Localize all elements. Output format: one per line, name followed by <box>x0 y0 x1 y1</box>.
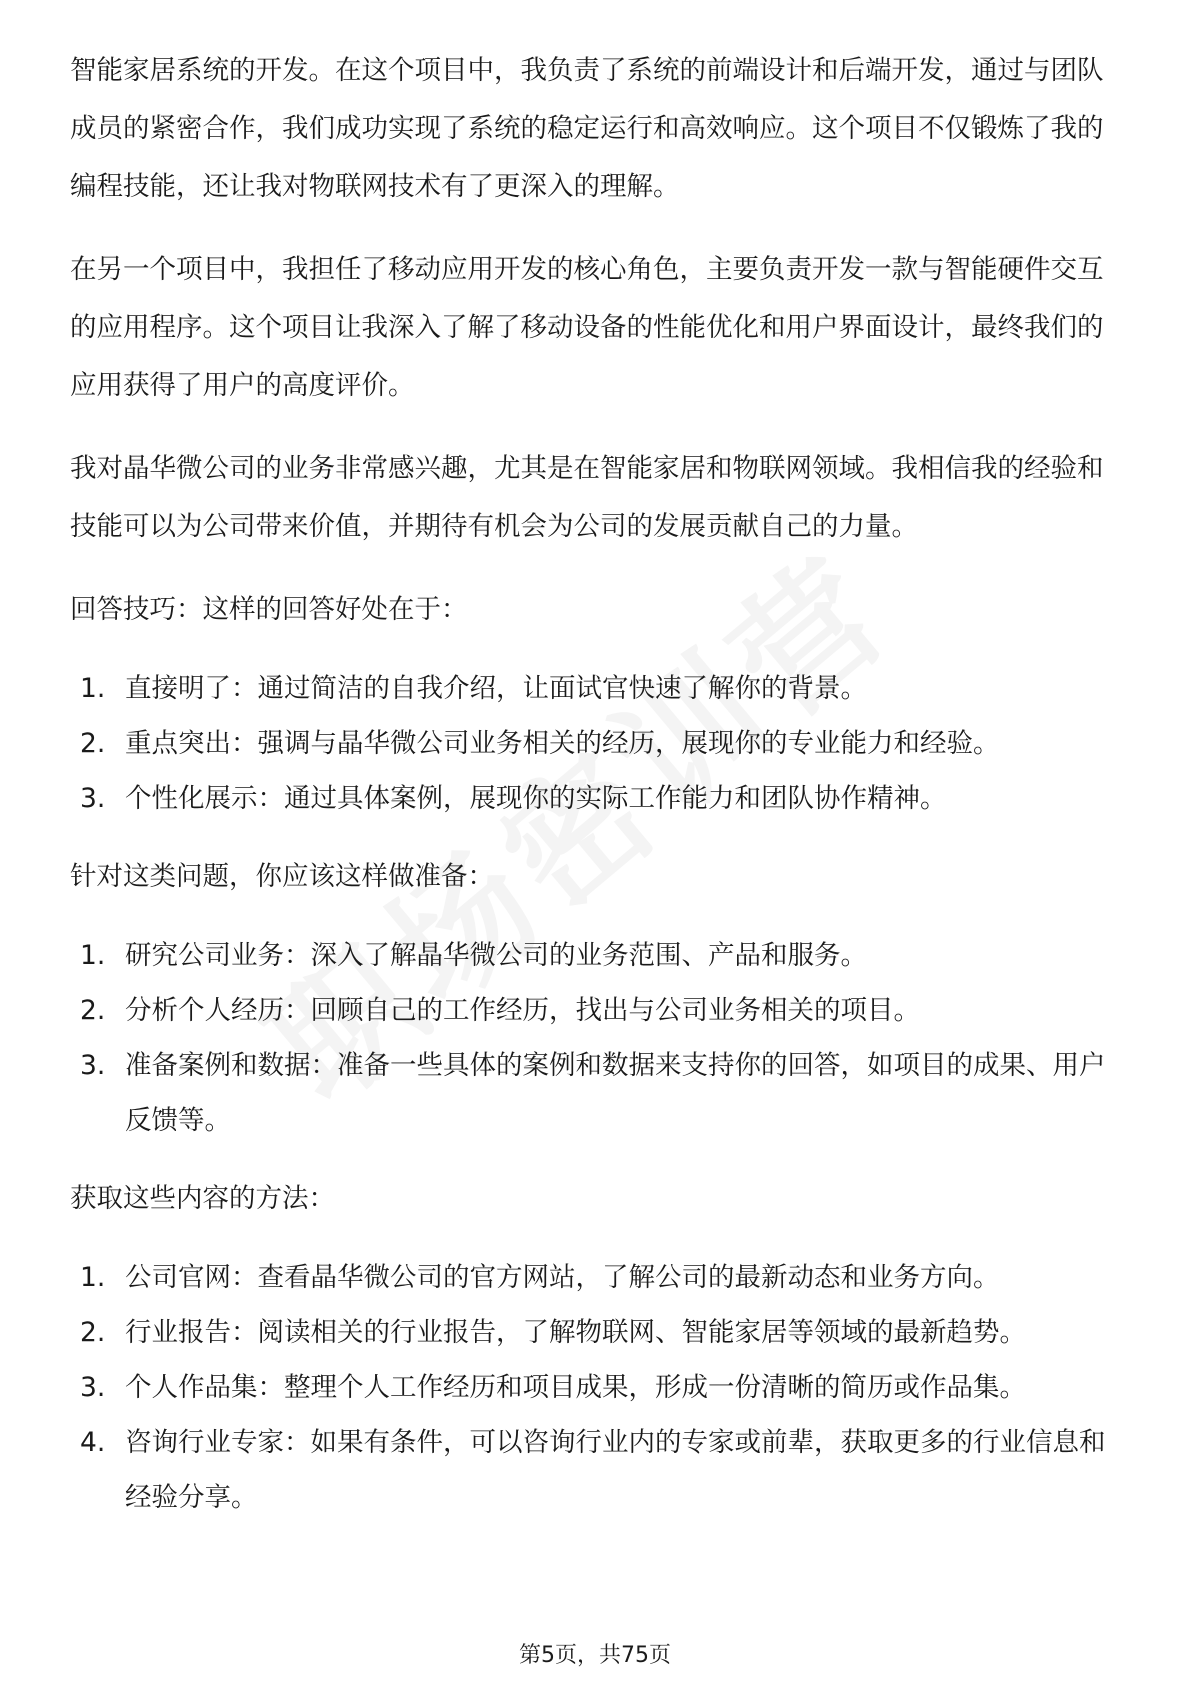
list-item <box>70 928 1120 983</box>
page-number: 第5页，共75页 <box>519 1643 671 1668</box>
list-number: 2. <box>80 995 106 1026</box>
tips-list <box>70 661 1120 826</box>
prep-label: 针对这类问题，你应该这样做准备： <box>70 861 494 892</box>
list-item-text: 重点突出：强调与晶华微公司业务相关的经历，展现你的专业能力和经验。 <box>125 728 1000 759</box>
list-number: 1. <box>80 1262 106 1293</box>
list-number: 3. <box>80 783 106 814</box>
list-item <box>70 983 1120 1038</box>
list-item-text: 分析个人经历：回顾自己的工作经历，找出与公司业务相关的项目。 <box>125 995 920 1026</box>
list-item-text: 个性化展示：通过具体案例，展现你的实际工作能力和团队协作精神。 <box>125 783 947 814</box>
list-item-text: 行业报告：阅读相关的行业报告，了解物联网、智能家居等领域的最新趋势。 <box>125 1317 1026 1348</box>
tips-label: 回答技巧：这样的回答好处在于： <box>70 594 468 625</box>
list-item-text: 直接明了：通过简洁的自我介绍，让面试官快速了解你的背景。 <box>125 673 867 704</box>
method-label: 获取这些内容的方法： <box>70 1183 335 1214</box>
list-item-text: 准备案例和数据：准备一些具体的案例和数据来支持你的回答，如项目的成果、用户反馈等。 <box>125 1050 1106 1136</box>
list-number: 1. <box>80 940 106 971</box>
list-number: 3. <box>80 1372 106 1403</box>
paragraph: 在另一个项目中，我担任了移动应用开发的核心角色，主要负责开发一款与智能硬件交互的应用程序。这个项目让我深入了解了移动设备的性能优化和用户界面设计，最终我们的应用获得了用户的高度评价。 <box>70 254 1104 401</box>
list-item <box>70 1360 1120 1415</box>
list-number: 3. <box>80 1050 106 1081</box>
list-item <box>70 1415 1120 1525</box>
list-number: 4. <box>80 1427 106 1458</box>
list-item <box>70 716 1120 771</box>
list-number: 2. <box>80 1317 106 1348</box>
list-item-text: 研究公司业务：深入了解晶华微公司的业务范围、产品和服务。 <box>125 940 867 971</box>
list-item-text: 公司官网：查看晶华微公司的官方网站，了解公司的最新动态和业务方向。 <box>125 1262 1000 1293</box>
methods-list <box>70 1250 1120 1525</box>
paragraph: 我对晶华微公司的业务非常感兴趣，尤其是在智能家居和物联网领域。我相信我的经验和技能可以为公司带来价值，并期待有机会为公司的发展贡献自己的力量。 <box>70 453 1104 542</box>
list-item <box>70 1250 1120 1305</box>
paragraph: 智能家居系统的开发。在这个项目中，我负责了系统的前端设计和后端开发，通过与团队成员的紧密合作，我们成功实现了系统的稳定运行和高效响应。这个项目不仅锻炼了我的编程技能，还让我对物联网技术有了更深入的理解。 <box>70 55 1104 202</box>
list-item-text: 个人作品集：整理个人工作经历和项目成果，形成一份清晰的简历或作品集。 <box>125 1372 1026 1403</box>
list-item <box>70 1038 1120 1148</box>
list-number: 2. <box>80 728 106 759</box>
list-item-text: 咨询行业专家：如果有条件，可以咨询行业内的专家或前辈，获取更多的行业信息和经验分享。 <box>125 1427 1106 1513</box>
document-body <box>70 42 1120 1547</box>
list-item <box>70 1305 1120 1360</box>
list-item <box>70 771 1120 826</box>
list-item <box>70 661 1120 716</box>
prep-list <box>70 928 1120 1148</box>
list-number: 1. <box>80 673 106 704</box>
